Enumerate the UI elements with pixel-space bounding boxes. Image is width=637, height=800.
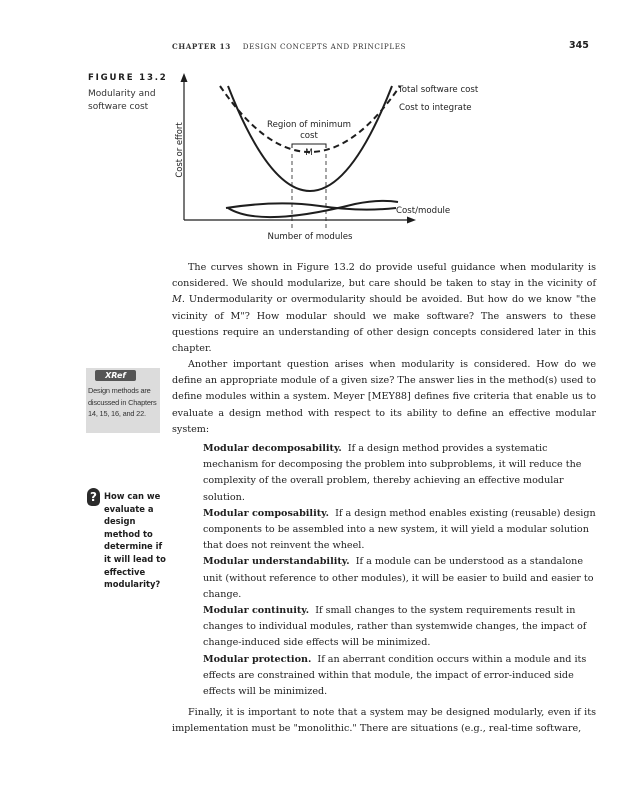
p2-text: Another important question arises when modularity is considered. How do we define an appropriate module of a given size? The answer lies in the method(s) used to define modules within a system. Meyer [MEY88] defines five criteria that enable us to evaluate a design method with respect to its ability to define an effective modular system: [172, 359, 596, 435]
paragraph-2 [172, 357, 596, 438]
question-icon: ? [87, 488, 100, 506]
xref-note [86, 368, 160, 433]
p1-italic-m: M [172, 294, 182, 306]
criterion-text: If a design method provides a systematic mechanism for decomposing the problem into subproblems, it will reduce the complexity of the overall problem, thereby achieving an effective modular solution. [203, 443, 582, 503]
criterion-text: If an aberrant condition occurs within a module and its effects are constrained within that module, the impact of error-induced side effects will be minimized. [203, 653, 587, 698]
y-axis-arrow [181, 73, 188, 82]
legend-cost-per-module: Cost/module [396, 206, 451, 216]
marker-m: M [305, 148, 313, 158]
modularity-cost-chart [170, 68, 479, 246]
chapter-title: DESIGN CONCEPTS AND PRINCIPLES [242, 42, 407, 51]
criteria-list [203, 441, 596, 700]
y-axis-label: Cost or effort [174, 122, 184, 178]
region-label-line1: Region of minimum [267, 120, 351, 130]
page-number: 345 [569, 40, 589, 51]
chapter-label: CHAPTER 13 [172, 42, 231, 51]
criterion-protection [203, 652, 596, 701]
criterion-decomposability [203, 441, 596, 506]
criterion-term: Modular composability. [203, 507, 329, 519]
margin-question [88, 490, 168, 591]
figure-caption: Modularity and software cost [88, 89, 156, 112]
criterion-understandability [203, 554, 596, 603]
region-label-line2: cost [300, 131, 318, 141]
x-axis-arrow [407, 217, 416, 224]
criterion-text: If a design method enables existing (reusable) design components to be assembled into a new system, it will yield a modular solution that does not reinvent the wheel. [203, 507, 596, 552]
legend-total-software-cost: Total software cost [398, 85, 479, 95]
xref-text: Design methods are discussed in Chapters 14, 15, 16, and 22. [88, 386, 157, 418]
criterion-term: Modular continuity. [203, 605, 310, 617]
criterion-composability [203, 506, 596, 555]
xref-badge: XRef [95, 370, 136, 381]
margin-question-text: How can we evaluate a design method to determine if it will lead to effective modularity? [104, 491, 166, 590]
criterion-text: If small changes to the system requirements result in changes to individual modules, rather than systemwide changes, the impact of change-induced side effects will be minimized. [203, 605, 587, 649]
paragraph-1 [172, 260, 596, 357]
x-axis-label: Number of modules [267, 232, 353, 242]
criterion-term: Modular protection. [203, 653, 312, 665]
p1-text-a: The curves shown in Figure 13.2 do provide useful guidance when modularity is considered. We should modularize, but care should be taken to stay in the vicinity of [172, 262, 596, 290]
cost-per-module-curve [226, 203, 396, 209]
p3-text: Finally, it is important to note that a system may be designed modularly, even if its implementation must be "monolithic." There are situations (e.g., real-time software, [172, 707, 596, 735]
criterion-term: Modular understandability. [203, 556, 350, 568]
criterion-term: Modular decomposability. [203, 443, 342, 454]
figure-label: FIGURE 13.2 [88, 73, 168, 83]
total-software-cost-curve [220, 86, 400, 152]
running-header [172, 42, 406, 51]
legend-cost-to-integrate: Cost to integrate [399, 103, 472, 113]
criterion-continuity [203, 603, 596, 652]
p1-text-b: . Undermodularity or overmodularity should be avoided. But how do we know "the vicinity of M"? How modular should we make software? The answers to these questions require an understanding of other design concepts considered later in this chapter. [172, 294, 596, 355]
paragraph-3 [172, 705, 596, 737]
criterion-text: If a module can be understood as a standalone unit (without reference to other modules), it will be easier to build and easier to change. [203, 556, 594, 600]
